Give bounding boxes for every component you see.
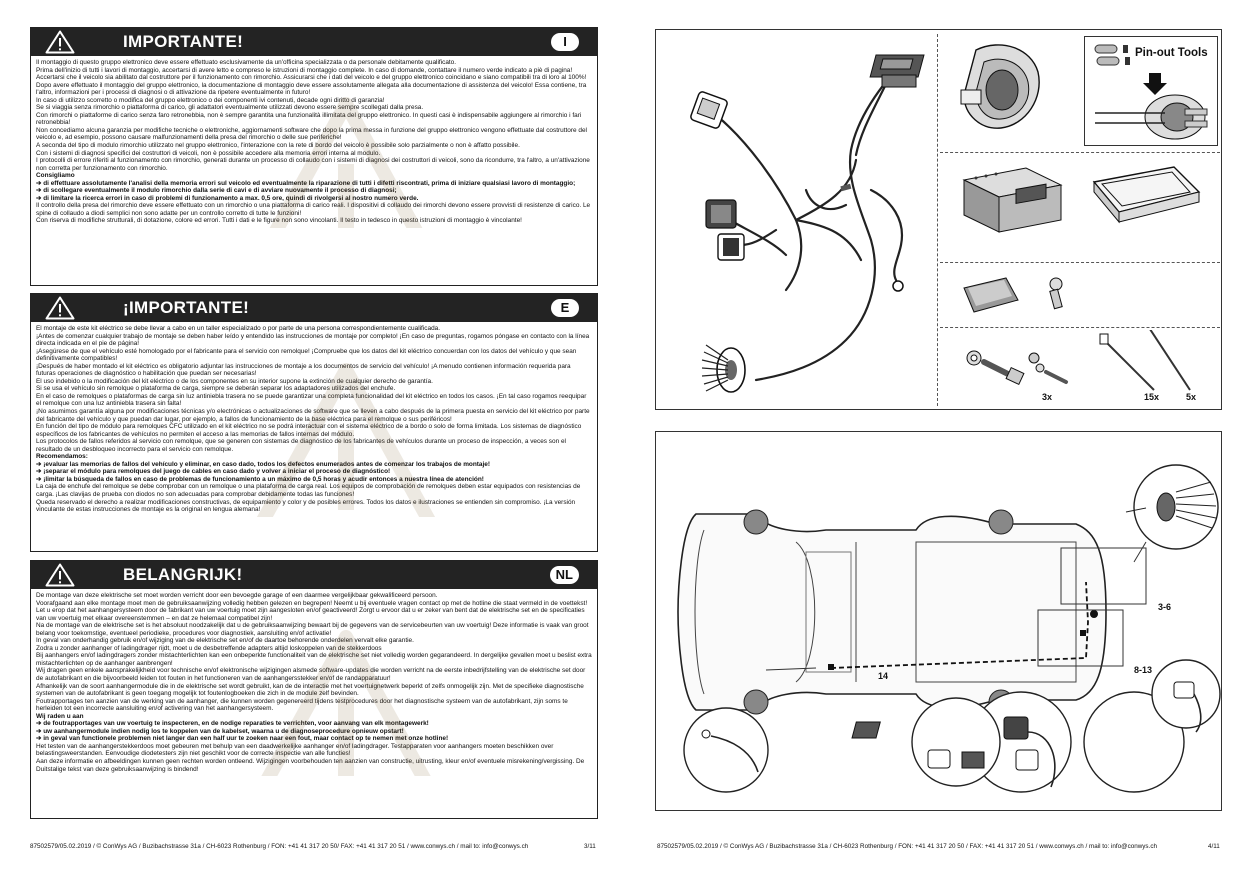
- paragraph: Foutrapportages ten aanzien van de werking van de aanhanger, die kunnen worden gegenereerd tijdens testprocedures door het diagnostische systeem van de autofabrikant, zijn soms te herleiden tot een incorrecte aansluiting en/of activering van het aanhangersysteem.: [36, 697, 568, 713]
- recommendation-item: ➔ di scollegare eventualmente il modulo rimorchio dalla serie di cavi e di avviare nuovamente il processo di diagnosi;: [36, 187, 397, 195]
- language-badge: E: [551, 299, 579, 317]
- paragraph: ¡Después de haber montado el kit eléctrico es obligatorio adjuntar las instrucciones de montaje a los documentos de servicio del vehículo! ¡A menudo contienen información requerida para futuras operaciones de diagnóstico o habilitación que puedan ser necesarias!: [36, 362, 571, 378]
- paragraph: Bij aanhangers en/of ladingdragers zonder mistachterlichten kan een onbeperkte functionaliteit van de elektrische set niet volledig worden gegarandeerd. In dergelijke gevallen moet u beslist extra mistachterlichten op de aanhanger aanbrengen!: [36, 652, 592, 667]
- position-label: 3-6: [1158, 602, 1172, 612]
- quantity-label: 15x: [1144, 392, 1160, 402]
- arrow-right-icon: ➔: [36, 187, 44, 195]
- paragraph: ¡Asegúrese de que el vehículo esté homologado por el fabricante para el servicio con remolque! ¡Compruebe que los datos del kit eléctrico concuerdan con los datos del vehículo y que sean definitivamente compatibles!: [36, 347, 577, 363]
- arrow-right-icon: ➔: [36, 179, 44, 187]
- paragraph: Dopo avere effettuato il montaggio del gruppo elettronico, la documentazione di montaggio deve essere assolutamente allegata alla documentazione di assistenza del veicolo! Essa contiene, tra l'altro, informazioni per i processi di diagnosi o di attivazione da ripetere eventualmente in futuro!: [36, 81, 587, 97]
- section-header: [31, 294, 597, 322]
- page-footer: 87502579/05.02.2019 / © ConWys AG / Buzibachstrasse 31a / CH-6023 Rothenburg / FON: +41 41 317 20 50 / FAX: +41 41 317 20 51 / www.conwys.ch / mail to: info@conwys.ch: [657, 843, 1157, 850]
- paragraph: Non concediamo alcuna garanzia per modifiche tecniche o elettroniche, aggiornamenti software che dopo la prima messa in funzione del gruppo elettronico vengono effettuate dal costruttore del veicolo e, ad esempio, possono causare malfunzionamenti della presa del rimorchio o delle sue periferiche!: [36, 126, 587, 142]
- section-dutch: [30, 560, 598, 819]
- wiring-harness-image: [656, 30, 937, 411]
- arrow-right-icon: ➔: [36, 727, 44, 735]
- section-title: BELANGRIJK!: [123, 565, 243, 584]
- paragraph: Queda reservado el derecho a realizar modificaciones constructivas, de equipamiento y color y de posibles errores. Todos los datos e ilustraciones se entienden sin compromiso. ¡La versión vinculante de estas instrucciones de montaje es la original en lengua alemana!: [36, 498, 576, 514]
- paragraph: Si se usa el vehículo sin remolque o plataforma de carga, siempre se deberán separar los adaptadores utilizados del enchufe.: [36, 385, 396, 393]
- position-label: 14: [878, 671, 889, 681]
- quantity-label: 3x: [1042, 392, 1053, 402]
- trailer-socket-image: [956, 40, 1046, 135]
- arrow-right-icon: ➔: [36, 194, 44, 202]
- section-body: [31, 322, 597, 517]
- paragraph: Se si viaggia senza rimorchio o piattaforma di carico, gli adattatori eventualmente utilizzati devono essere sempre scollegati dalla presa.: [36, 104, 424, 112]
- paragraph: Il montaggio di questo gruppo elettronico deve essere effettuato esclusivamente da un'officina specializzata o da personale debitamente qualificato.: [36, 59, 457, 66]
- top-connector: [870, 55, 924, 87]
- paragraph: ¡Antes de comenzar cualquier trabajo de montaje se deben haber leído y entendido las instrucciones de montaje por completo! ¡En caso de preguntas, rogamos póngase en contacto con la línea directa indicada en el pie de página!: [36, 332, 590, 348]
- divider: [940, 262, 1220, 263]
- recommendation-item: ➔ ¡separar el módulo para remolques del juego de cables en caso dado y volver a iniciar el proceso de diagnóstico!: [36, 468, 391, 476]
- adhesive-pad-and-terminal-image: [956, 270, 1076, 320]
- arrow-right-icon: ➔: [36, 460, 44, 468]
- paragraph: Aan deze informatie en afbeeldingen kunnen geen rechten worden ontleend. Wijzigingen voorbehouden ten aanzien van constructie, uitrusting, kleur en/of eventuele misrekening/vergissing. De Duitstalige tekst van deze gebruiksaanwijzing is bindend!: [36, 758, 585, 773]
- pin-out-tools-box: [1084, 36, 1218, 146]
- page-number: 3/11: [584, 843, 596, 850]
- position-label: 8-13: [1134, 665, 1153, 675]
- page-number: 4/11: [1208, 843, 1220, 850]
- language-badge: NL: [550, 566, 579, 584]
- paragraph: Na de montage van de elektrische set is het absoluut noodzakelijk dat u de gebruiksaanwijzing bewaart bij de gegevens van de servicebeurten van uw voertuig! Deze informatie is vaak van groot belang voor toekomstige, eventueel periodieke, procedures voor diagnostiek, aansluiting en/of activatie!: [36, 622, 589, 637]
- section-body: [31, 589, 597, 776]
- module-cover-image: [1084, 162, 1204, 232]
- divider: [937, 34, 938, 406]
- paragraph: Het testen van de aanhangerstekkerdoos moet gebeuren met behulp van een daadwerkelijke aanhanger en/of ladingdrager. Testapparaten voor aanhangers moeten beschikken over belastingsweerstanden. Eenvoudige diodetesters zijn niet geschikt voor de correcte inspectie van alle functies!: [36, 742, 554, 758]
- language-badge: I: [551, 33, 579, 51]
- paragraph: Wij dragen geen enkele aansprakelijkheid voor technische en/of elektronische wijzigingen alsmede software-updates die worden verricht na de eerste inbedrijfstelling van de elektrische set door de autofabrikant en die bijvoorbeeld leiden tot fouten in het functioneren van de aanhangersstekker en/of de randapparatuur!: [36, 667, 586, 683]
- paragraph: Los protocolos de fallos referidos al servicio con remolque, que se generen con sistemas de diagnóstico de los fabricantes de vehículos durante un proceso de inspección, a veces son el resultado de un desbloqueo incorrecto para el servicio con remolque.: [36, 438, 566, 453]
- paragraph: Accertarsi che il veicolo sia abilitato dal costruttore per il funzionamento con rimorchio. Assicurarsi che i dati del veicolo e del gruppo elettronico coincidano e siano compatibili tra di loro al 100%!: [36, 74, 587, 82]
- section-title: IMPORTANTE!: [123, 32, 244, 51]
- arrow-right-icon: ➔: [36, 468, 44, 476]
- paragraph: I protocolli di errore riferiti al funzionamento con rimorchio, generati durante un processo di collaudo con i sistemi di diagnosi dei costruttori di veicoli, sono da ricondurre, tra l'altro, a un'attivazione non corretta per funzionamento con rimorchio.: [36, 157, 590, 172]
- recommendation-item: ➔ ¡limitar la búsqueda de fallos en caso de problemas de funcionamiento a un máximo de 0,5 horas y acudir entonces a nuestra línea de atención!: [36, 475, 484, 483]
- parts-box: [655, 29, 1222, 410]
- paragraph: Con i sistemi di diagnosi specifici dei costruttori di veicoli, non è possibile accedere alla memoria errori interna al modulo.: [36, 149, 381, 157]
- paragraph: En el caso de remolques o plataformas de carga sin luz antiniebla trasera no se puede garantizar una completa funcionalidad del kit eléctrico en todos los casos. ¡En tal caso rogamos reequipar el remolque con una luz antiniebla trasera sin falta!: [36, 392, 587, 408]
- installation-diagram-box: [655, 431, 1222, 811]
- page-footer: 87502579/05.02.2019 / © ConWys AG / Buzibachstrasse 31a / CH-6023 Rothenburg / FON: +41 41 317 20 50/ FAX: +41 41 317 20 51 / www.conwys.ch / mail to: info@conwys.ch: [30, 843, 529, 850]
- paragraph: El uso indebido o la modificación del kit eléctrico o de los componentes en su interior supone la extinción de cualquier derecho de garantía.: [36, 377, 433, 385]
- hardware-parts-image: [954, 330, 1224, 410]
- paragraph: Con rimorchi o piattaforme di carico senza faro retronebbia, non è sempre garantita una funzionalità illimitata del gruppo elettronico. In questi casi è indispensabile aggiungere al rimorchio i fari retronebbia!: [36, 111, 582, 127]
- paragraph: El montaje de este kit eléctrico se debe llevar a cabo en un taller especializado o por parte de una persona correspondientemente cualificada.: [36, 325, 441, 332]
- paragraph: Afhankelijk van de soort aanhangermodule die in de elektrische set wordt gebruikt, kan de de interactie met het voertuignetwerk beperkt of zelfs onmogelijk zijn. Met de specifieke diagnostische systemen van de autofabrikant is geen toegang mogelijk tot foutenlogboeken die zich in de module zelf bevinden.: [36, 682, 584, 698]
- recommendation-item: ➔ uw aanhangermodule indien nodig los te koppelen van de kabelset, waarna u de diagnoseprocedure opnieuw opstart!: [36, 727, 404, 735]
- quantity-label: 5x: [1186, 392, 1197, 402]
- pin-out-tools-image: [1085, 37, 1219, 147]
- recommendation-title: Consigliamo: [36, 172, 75, 180]
- page-right: [624, 0, 1248, 881]
- divider: [940, 152, 1220, 153]
- arrow-right-icon: ➔: [36, 720, 44, 728]
- paragraph: In caso di utilizzo scorretto o modifica del gruppo elettronico o dei componenti ivi contenuti, decade ogni diritto di garanzia!: [36, 96, 385, 104]
- section-body: [31, 56, 597, 228]
- paragraph: Zodra u zonder aanhanger of ladingdrager rijdt, moet u de desbetreffende adapters altijd loskoppelen van de stekkerdoos: [36, 644, 382, 652]
- paragraph: Prima dell'inizio di tutti i lavori di montaggio, accertarsi di avere letto e compreso le istruzioni di montaggio complete. In caso di domande, contattare il numero verde indicato a piè di pagina!: [36, 66, 573, 74]
- paragraph: De montage van deze elektrische set moet worden verricht door een bevoegde garage of een daarmee vergelijkbaar gekwalificeerd persoon.: [36, 592, 438, 599]
- paragraph: Con riserva di modifiche strutturali, di dotazione, colore ed errori. Tutti i dati e le figure non sono vincolanti. Il testo in tedesco in questo istruzioni di montaggio è vincolante!: [36, 217, 522, 225]
- pin-out-title: Pin-out Tools: [1135, 47, 1208, 59]
- recommendation-item: ➔ di effettuare assolutamente l'analisi della memoria errori sul veicolo ed eventualmente la riparazione di tutti i difetti riscontrati, prima di iniziare qualsiasi lavoro di montaggio;: [36, 179, 576, 187]
- recommendation-item: ➔ in geval van functionele problemen niet langer dan een half uur te zoeken naar een fout, maar contact op te nemen met onze hotline!: [36, 735, 449, 743]
- arrow-right-icon: ➔: [36, 735, 44, 743]
- paragraph: Il controllo della presa del rimorchio deve essere effettuato con un rimorchio o una piattaforma di carico reali. I dispositivi di collaudo dei rimorchi devono essere provvisti di resistenze di carico. Le spine di collaudo a diodi semplici non sono adatte per un controllo corretto di tutte le funzioni!: [36, 202, 591, 217]
- section-italian: [30, 27, 598, 286]
- recommendation-item: ➔ de foutrapportages van uw voertuig te inspecteren, en de nodige reparaties te verrichten, voor aanvang van elk montagewerk!: [36, 720, 429, 728]
- section-header: [31, 561, 597, 589]
- recommendation-item: ➔ di limitare la ricerca errori in caso di problemi di funzionamento a max. 0,5 ore, quindi di rivolgersi al nostro numero verde.: [36, 194, 419, 202]
- recommendation-item: ➔ ¡evaluar las memorias de fallos del vehículo y eliminar, en caso dado, todos los defectos enumerados antes de comenzar los trabajos de montaje!: [36, 460, 491, 468]
- section-title: ¡IMPORTANTE!: [123, 298, 250, 317]
- section-spanish: [30, 293, 598, 552]
- section-header: [31, 28, 597, 56]
- paragraph: Let u erop dat het aanhangersysteem door de fabrikant van uw voertuig moet zijn aangesloten en/of geactiveerd! Zorgt u ervoor dat u er zeker van bent dat de elektrische set en de specificaties van uw voertuig met elkaar overeenstemmen – en dat ze helemaal compatibel zijn!: [36, 607, 585, 622]
- vehicle-layout-image: [656, 432, 1223, 812]
- warning-triangle-icon: [45, 30, 75, 54]
- arrow-right-icon: ➔: [36, 475, 44, 483]
- recommendation-title: Wij raden u aan: [36, 712, 84, 720]
- paragraph: En función del tipo de módulo para remolques CFC utilizado en el kit eléctrico no se podrá interactuar con el sistema eléctrico de a bordo o solo de forma limitada. Los sistemas de diagnóstico específicos de los fabricantes de vehículos no permiten el acceso a las memorias de fallos internas del módulo.: [36, 423, 582, 438]
- divider: [940, 327, 1220, 328]
- paragraph: La caja de enchufe del remolque se debe comprobar con un remolque o una plataforma de carga real. Los equipos de comprobación de remolques deben estar equipados con resistencias de carga. ¡Las clavijas de prueba con diodos no son adecuadas para comprobar debidamente todas las funciones!: [36, 483, 581, 499]
- paragraph: In geval van onderhandig gebruik en/of wijziging van de elektrische set en/of de daartoe behorende onderdelen vervalt elke garantie.: [36, 637, 414, 645]
- trailer-module-image: [956, 160, 1068, 240]
- warning-triangle-icon: [45, 296, 75, 320]
- recommendation-title: Recomendamos:: [36, 453, 88, 461]
- paragraph: ¡No asumimos garantía alguna por modificaciones técnicas y/o electrónicas o actualizaciones de software que se lleven a cabo después de la primera puesta en servicio del kit eléctrico por parte del fabricante del vehículo y que puedan dar lugar, por ejemplo, a fallos de funcionamiento de la base eléctrica para el remolque o sus periféricos!: [36, 408, 590, 423]
- paragraph: Voorafgaand aan elke montage moet men de gebruiksaanwijzing volledig hebben gelezen en begrepen! Neemt u bij eventuele vragen contact op met de hotline die staat vermeld in de voettekst!: [36, 599, 588, 607]
- paragraph: A seconda del tipo di modulo rimorchio utilizzato nel gruppo elettronico, l'interazione con la rete di bordo del veicolo è possibile solo parzialmente o non è affatto possibile.: [36, 142, 520, 150]
- warning-triangle-icon: [45, 563, 75, 587]
